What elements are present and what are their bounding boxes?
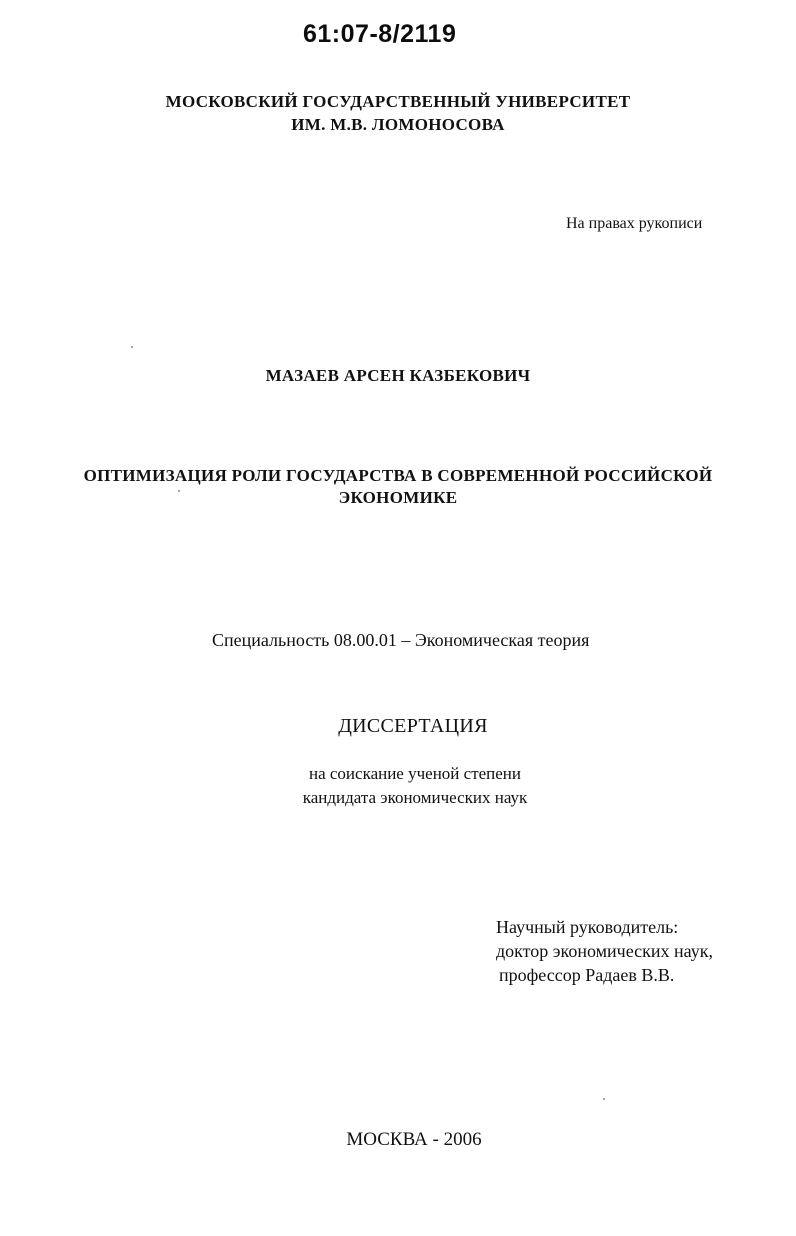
degree-line-2: кандидата экономических наук [302,788,528,807]
city-year: МОСКВА - 2006 [346,1129,482,1150]
document-type: ДИССЕРТАЦИЯ [338,715,488,737]
dissertation-topic [0,465,796,509]
supervisor-line-2: доктор экономических наук, [496,941,713,961]
archive-stamp-code: 61:07-8/2119 [303,20,457,48]
topic-line-2: ЭКОНОМИКЕ [338,488,458,507]
supervisor-block [496,915,713,987]
supervisor-line-3: профессор Радаев В.В. [499,965,675,985]
degree-description [0,762,796,810]
scan-speck [131,346,133,348]
supervisor-line-1: Научный руководитель: [496,917,679,937]
university-line-2: ИМ. М.В. ЛОМОНОСОВА [291,115,505,134]
rights-note: На правах рукописи [566,215,703,232]
university-name [0,90,796,136]
university-line-1: МОСКОВСКИЙ ГОСУДАРСТВЕННЫЙ УНИВЕРСИТЕТ [165,92,631,111]
specialty-line: Специальность 08.00.01 – Экономическая теория [212,630,590,650]
degree-line-1: на соискание ученой степени [308,764,522,783]
scan-speck [603,1098,605,1100]
scan-speck [178,490,180,492]
topic-line-1: ОПТИМИЗАЦИЯ РОЛИ ГОСУДАРСТВА В СОВРЕМЕННОЙ РОССИЙСКОЙ [83,466,713,485]
author-name: МАЗАЕВ АРСЕН КАЗБЕКОВИЧ [265,366,531,385]
